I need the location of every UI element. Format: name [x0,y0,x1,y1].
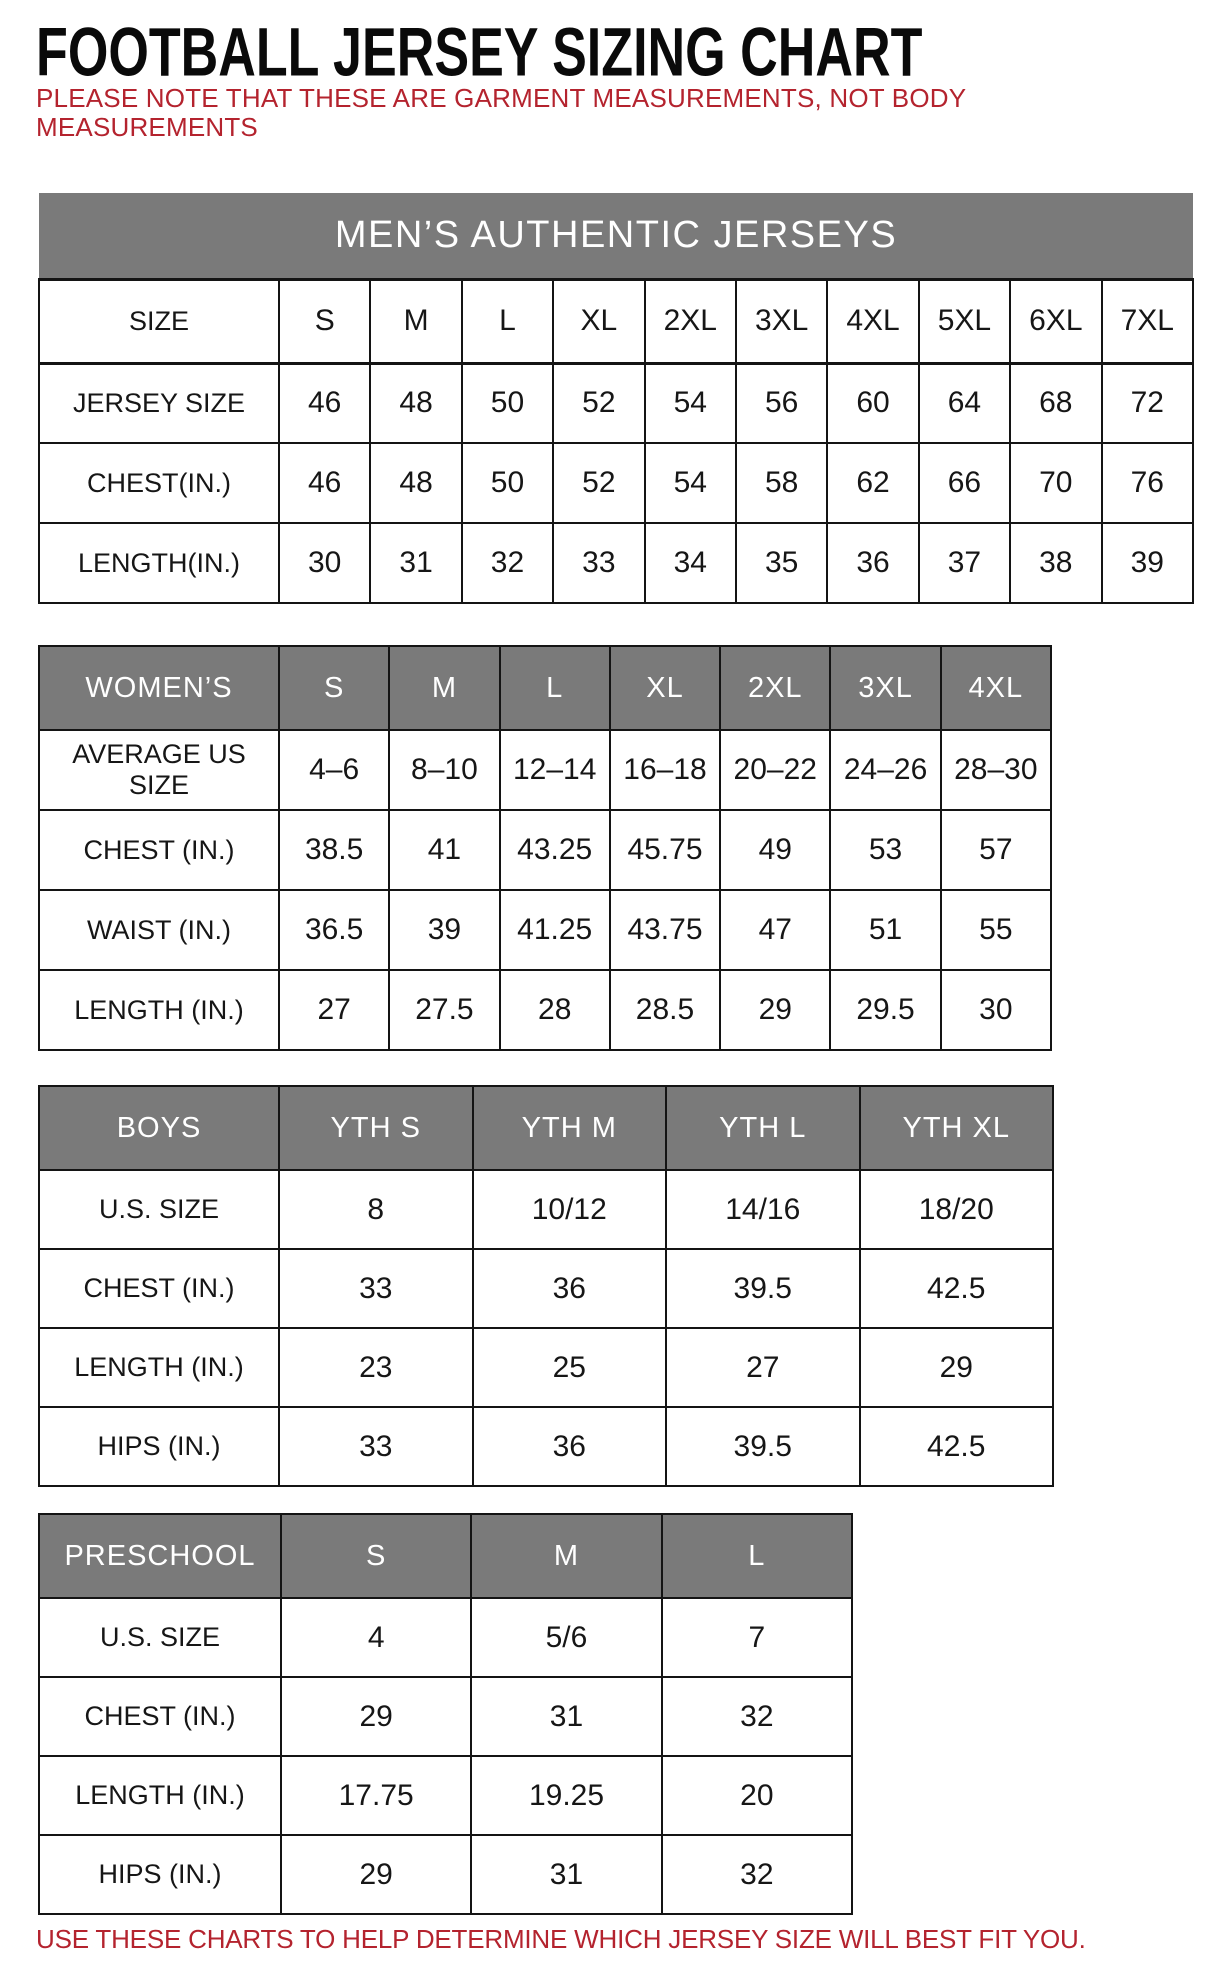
cell-value: 46 [279,363,370,443]
cell-value: 58 [736,443,827,523]
cell-value: 41.25 [500,890,610,970]
cell-value: 24–26 [830,730,940,810]
row-label: WAIST (IN.) [39,890,279,970]
cell-value: 17.75 [281,1756,471,1835]
cell-value: 37 [919,523,1010,603]
row-label: U.S. SIZE [39,1598,281,1677]
column-header: 5XL [919,279,1010,363]
cell-value: 62 [827,443,918,523]
row-label: CHEST (IN.) [39,1677,281,1756]
table-row [39,1407,1053,1486]
column-header: YTH S [279,1086,473,1170]
cell-value: 39.5 [666,1407,860,1486]
column-header: 7XL [1102,279,1193,363]
cell-value: 72 [1102,363,1193,443]
cell-value: 33 [553,523,644,603]
row-label: CHEST(IN.) [39,443,279,523]
table-row [39,970,1051,1050]
garment-note-line2: MEASUREMENTS [36,112,258,142]
cell-value: 4–6 [279,730,389,810]
table-row [39,1086,1053,1170]
column-header: 2XL [720,646,830,730]
row-label: U.S. SIZE [39,1170,279,1249]
table-row [39,443,1193,523]
cell-value: 36 [827,523,918,603]
table-row [39,1835,852,1914]
cell-value: 29 [860,1328,1054,1407]
cell-value: 76 [1102,443,1193,523]
cell-value: 39 [389,890,499,970]
table-row [39,730,1051,810]
mens-banner-title: MEN’S AUTHENTIC JERSEYS [39,193,1193,279]
cell-value: 29.5 [830,970,940,1050]
table-row [39,1170,1053,1249]
cell-value: 38 [1010,523,1101,603]
cell-value: 5/6 [471,1598,661,1677]
table-row [39,279,1193,363]
cell-value: 20–22 [720,730,830,810]
table-row [39,890,1051,970]
column-header: L [462,279,553,363]
cell-value: 27 [279,970,389,1050]
row-label: CHEST (IN.) [39,1249,279,1328]
column-header: 2XL [645,279,736,363]
cell-value: 60 [827,363,918,443]
cell-value: 33 [279,1249,473,1328]
table-row [39,1249,1053,1328]
cell-value: 32 [662,1835,852,1914]
row-label: CHEST (IN.) [39,810,279,890]
row-label: SIZE [39,279,279,363]
preschool-table [38,1513,853,1915]
womens-table [38,645,1052,1051]
cell-value: 30 [279,523,370,603]
table-row [39,523,1193,603]
cell-value: 23 [279,1328,473,1407]
cell-value: 38.5 [279,810,389,890]
row-label: AVERAGE US SIZE [39,730,279,810]
table-row [39,1598,852,1677]
cell-value: 42.5 [860,1249,1054,1328]
cell-value: 27.5 [389,970,499,1050]
cell-value: 31 [471,1677,661,1756]
cell-value: 57 [941,810,1051,890]
cell-value: 12–14 [500,730,610,810]
table-title-cell: WOMEN’S [39,646,279,730]
table-row [39,1514,852,1598]
column-header: M [370,279,461,363]
page-title: FOOTBALL JERSEY SIZING CHART [36,15,923,92]
cell-value: 29 [281,1677,471,1756]
cell-value: 8 [279,1170,473,1249]
column-header: S [279,646,389,730]
cell-value: 28 [500,970,610,1050]
cell-value: 43.25 [500,810,610,890]
cell-value: 48 [370,363,461,443]
cell-value: 29 [281,1835,471,1914]
cell-value: 70 [1010,443,1101,523]
cell-value: 36.5 [279,890,389,970]
cell-value: 35 [736,523,827,603]
cell-value: 32 [462,523,553,603]
column-header: M [471,1514,661,1598]
cell-value: 36 [473,1407,667,1486]
cell-value: 16–18 [610,730,720,810]
cell-value: 31 [471,1835,661,1914]
cell-value: 7 [662,1598,852,1677]
cell-value: 48 [370,443,461,523]
column-header: YTH M [473,1086,667,1170]
cell-value: 8–10 [389,730,499,810]
table-row [39,1328,1053,1407]
cell-value: 45.75 [610,810,720,890]
cell-value: 54 [645,363,736,443]
garment-note [36,84,966,142]
cell-value: 54 [645,443,736,523]
cell-value: 29 [720,970,830,1050]
column-header: M [389,646,499,730]
cell-value: 36 [473,1249,667,1328]
row-label: LENGTH (IN.) [39,1328,279,1407]
cell-value: 55 [941,890,1051,970]
column-header: S [279,279,370,363]
column-header: 6XL [1010,279,1101,363]
cell-value: 42.5 [860,1407,1054,1486]
cell-value: 47 [720,890,830,970]
row-label: HIPS (IN.) [39,1407,279,1486]
table-row [39,363,1193,443]
cell-value: 32 [662,1677,852,1756]
cell-value: 51 [830,890,940,970]
row-label: LENGTH(IN.) [39,523,279,603]
table-row [39,1677,852,1756]
cell-value: 4 [281,1598,471,1677]
cell-value: 19.25 [471,1756,661,1835]
cell-value: 20 [662,1756,852,1835]
cell-value: 34 [645,523,736,603]
table-row [39,1756,852,1835]
cell-value: 53 [830,810,940,890]
column-header: 3XL [736,279,827,363]
cell-value: 39 [1102,523,1193,603]
column-header: 3XL [830,646,940,730]
cell-value: 43.75 [610,890,720,970]
cell-value: 50 [462,363,553,443]
row-label: LENGTH (IN.) [39,970,279,1050]
table-title-cell: PRESCHOOL [39,1514,281,1598]
row-label: HIPS (IN.) [39,1835,281,1914]
column-header: L [500,646,610,730]
table-row [39,646,1051,730]
row-label: JERSEY SIZE [39,363,279,443]
cell-value: 30 [941,970,1051,1050]
row-label: LENGTH (IN.) [39,1756,281,1835]
cell-value: 10/12 [473,1170,667,1249]
cell-value: 41 [389,810,499,890]
column-header: L [662,1514,852,1598]
column-header: S [281,1514,471,1598]
cell-value: 31 [370,523,461,603]
table-row [39,810,1051,890]
boys-table [38,1085,1054,1487]
table-title-cell: BOYS [39,1086,279,1170]
cell-value: 52 [553,363,644,443]
cell-value: 25 [473,1328,667,1407]
table-row [39,193,1193,279]
column-header: 4XL [941,646,1051,730]
cell-value: 28.5 [610,970,720,1050]
cell-value: 49 [720,810,830,890]
column-header: YTH XL [860,1086,1054,1170]
cell-value: 52 [553,443,644,523]
cell-value: 18/20 [860,1170,1054,1249]
cell-value: 27 [666,1328,860,1407]
cell-value: 46 [279,443,370,523]
mens-table [38,193,1194,604]
cell-value: 28–30 [941,730,1051,810]
cell-value: 14/16 [666,1170,860,1249]
column-header: XL [610,646,720,730]
cell-value: 64 [919,363,1010,443]
column-header: 4XL [827,279,918,363]
cell-value: 56 [736,363,827,443]
cell-value: 50 [462,443,553,523]
garment-note-line1: PLEASE NOTE THAT THESE ARE GARMENT MEASUREMENTS, NOT BODY [36,83,967,113]
cell-value: 33 [279,1407,473,1486]
cell-value: 66 [919,443,1010,523]
column-header: XL [553,279,644,363]
cell-value: 39.5 [666,1249,860,1328]
column-header: YTH L [666,1086,860,1170]
cell-value: 68 [1010,363,1101,443]
footer-note: USE THESE CHARTS TO HELP DETERMINE WHICH JERSEY SIZE WILL BEST FIT YOU. [36,1924,1086,1954]
